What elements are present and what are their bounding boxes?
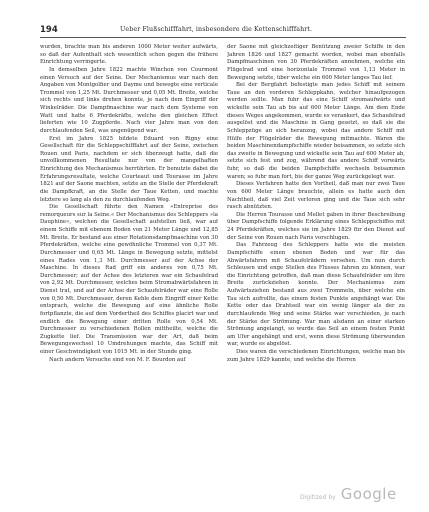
paragraph: wurden, brachte man bis anderen 1000 Meter weiter aufwärts, so daß der Aufenthalt sich wesentlich schon gegen die frühere Einrichtung verringerte. bbox=[40, 44, 218, 66]
digitized-label: Digitized by bbox=[300, 494, 336, 501]
digitized-watermark bbox=[300, 484, 397, 503]
page-header bbox=[40, 25, 406, 38]
google-brand: Google bbox=[340, 485, 397, 503]
paragraph: Nach andern Versuche sind von M. F. Bourdon auf bbox=[49, 356, 186, 363]
left-column bbox=[40, 44, 218, 474]
paragraph: Bei der Bergfahrt befestigte man jedes Schiff mit seinem Taue an den vorderen Schleppkahn, welcher hinaufgezogen werden sollte. Man fuhr das eine Schiff stromaufwärts und wickelte sein Tau ab bis auf 600 Meter Länge. Am dem Ende dieses Weges angekommen, wurde es verankert, das Schaufelrad ausgelöst und die Maschine in Gang gesetzt, so daß sie die Schleppzüge an sich heranzog, wobei das andere Schiff mit Hülfe der Flügelräder die Bewegung mitmachte. Waren die beiden Maschinendampfschiffe wieder beisammen, so setzte sich das zweite in Bewegung und wickelte sein Tau auf 600 Meter ab, setzte sich fest und zog, während das andere Schiff vorwärts fuhr, so daß die beiden Dampfschiffe wechseln beisammen waren; so fuhr man fort, bis der ganze Weg zurückgelegt war. bbox=[227, 82, 405, 180]
paragraph: Dieses Verfahren hatte den Vortheil, daß man nur zwei Taue von 600 Meter Länge brauchte, allein es hatte auch den Nachtheil, daß viel Zeit verloren ging und die Taue sich sehr rasch abnützten. bbox=[227, 181, 405, 211]
paragraph: Das Fahrzeug des Schleppers hatte wie die meisten Dampfschiffe einen ebenen Boden und war für das Abwärtsfahren mit Schaufelrädern versehen. Um nun durch Schleusen und enge Stellen des Flusses fahren zu können, war die Einrichtung getroffen, daß man diese Schaufelräder um ihre Breite zurückziehen konnte. Der Mechanismus zum Aufwärtsziehen bestand aus zwei Trommeln, über welche ein Tau sich aufrollte, das einem festen Punkte angehängt war. Die Kette oder das Drahtseil war ein wenig länger als der zu durchlaufende Weg und seine Stärke war verschieden, je nach der Stärke der Strömung. War man alsdann an einer starken Strömung angelangt, so wurde das Seil an einem festen Punkt am Ufer angehängt und erst, wenn diese Strömung überwunden war, wurde es abgelöst. bbox=[227, 242, 405, 348]
paragraph: In demselben Jahre 1822 machte Winchon von Courmont einen Versuch auf der Seine. Der Mechanismus war nach den Angaben von Montgolfier und Dayme und bewegte eine verticale Trommel von 1,25 Mt. Durchmesser und 0,05 Mt. Breite, welche sich rechts und links drehen konnte, je nach dem Eingriff der Winkelräder. Die Dampfmaschine war nach dem Systeme von Watt und hatte 6 Pferdekräfte, welche den gleichen Effect lieferten wie 10 Zugpferde. Nach vier Jahre man von den durchlaufenden Seil, was ungenügend war. bbox=[40, 66, 218, 134]
page-number: 194 bbox=[40, 25, 58, 35]
running-title: Ueber Flußschifffahrt, insbesondere die Kettenschifffahrt. bbox=[120, 26, 313, 33]
paragraph: der Saone mit gleichzeitiger Benützung zweier Schiffe in den Jahren 1826 und 1827 gemacht worden, wobei man ebenfalls Dampfmaschinen von 30 Pferdekräften annehmen, welche ein Flügelrad und eine horizontale Trommel von 1,13 Meter in Bewegung setzte, über welche ein 600 Meter langes Tau lief. bbox=[227, 44, 405, 81]
paragraph: Erst im Jahre 1825 bildete Eduard von Rigny eine Gesellschaft für die Schleppschifffahrt auf der Seine, zwischen Rouen und Paris, nachdem er sich überzeugt hatte, daß die unvollkommenen Resultate nur von der mangelhaften Einrichtung des Mechanismus herrührten. Er benutzte dabei die Erfahrungsresultate, welche Courteaut und Tourasse im Jahre 1821 auf der Saone machten, setzte an die Stelle der Pferdekraft die Dampfkraft, an die Stelle der Taue Ketten, und machte letztere so lang als den zu durchlaufenden Weg. bbox=[40, 135, 218, 203]
paragraph: Die Herren Tourasse und Mellet gaben in ihrer Beschreibung über Dampfschiffe folgende Erklärung eines Schleppschiffes mit 24 Pferdekräften, welches sie im Jahre 1829 für den Dienst auf der Seine von Rouen nach Paris vorschlugen. bbox=[227, 211, 405, 241]
paragraph: Die Gesellschaft führte den Namen »Entreprise des remorqueurs sur la Seine.« Der Mechanismus des Schleppers »la Dauphine«, welchen die Gesellschaft aufstellen ließ, war auf einem Schiffe mit ebenem Boden von 21 Meter Länge und 12,85 Mt. Breite. Er bestand aus einer Rotationsdampfmaschine von 30 Pferdekräften, welche eine gewöhnliche Trommel von 0,37 Mt. Durchmesser und 0,65 Mt. Länge in Bewegung setzte, mittelst eines Rades von 1,3 Mt. Durchmesser auf der Achse der Maschine. In dieses Rad griff ein anderes von 0,75 Mt. Durchmesser; auf der Achse des letzteren war ein Schaufelrad von 2,92 Mt. Durchmesser, welches beim Stromabwärtsfahren in Dienst trat, und auf der Achse der Schaufelräder war eine Rolle von 0,50 Mt. Durchmesser, deren Kehle dem Eingriff einer Kette entsprach, welche die Bewegung auf eine ähnliche Rolle fortpflanzte, die auf dem Vordertheil des Schiffes placirt war und endlich die Bewegung einer dritten Rolle von 0,54 Mt. Durchmesser zu verschiedenen Rollen mittheilte, welche die Zugkette lief. Die Transmission war der Art, daß beim Bewegungswechsel 10 Umdrehungen machte, das Schiff mit einer Geschwindigkeit von 1015 Mt. in der Stunde ging. bbox=[40, 204, 218, 355]
paragraph: Dies waren die verschiedenen Einrichtungen, welche man bis zum Jahre 1829 kannte, und welche die Herren bbox=[227, 349, 405, 363]
right-column bbox=[227, 44, 405, 474]
